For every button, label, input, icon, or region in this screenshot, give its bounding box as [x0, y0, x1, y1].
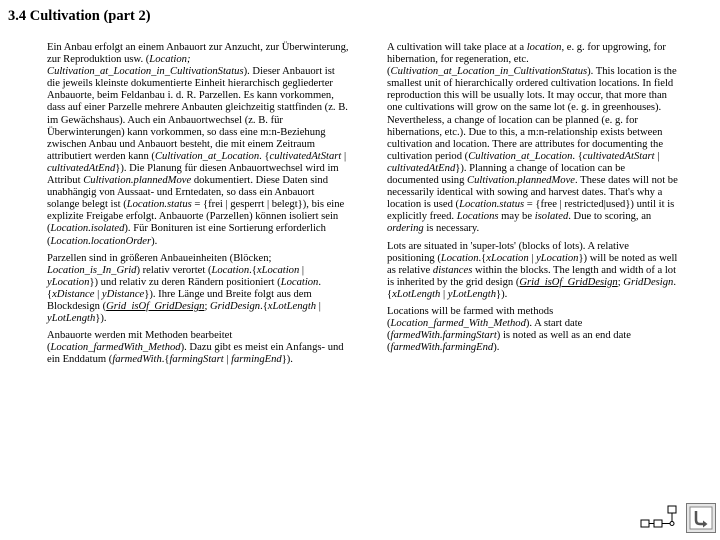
german-paragraph-2: Parzellen sind in größeren Anbaueinheiten (Blöcken; Location_is_In_Grid) relativ verortet (Location.{xLocation | yLocation}) und relativ zu deren Rändern positioniert (Location.{xDistance | yDistance}). Ihre Länge und Breite folgt aus dem Blockdesign (Grid_isOf_GridDesign; GridDesign.{xLotLength | yLotLength}). — [47, 252, 322, 325]
english-paragraph-1: A cultivation will take place at a location, e. g. for upgrowing, for hibernation, for regeneration, etc. (Cultivation_at_Location_in_CultivationStatus). This location is the smallest unit of hierarchically ordered cultivation locations. In field reproduction this will be usually lots. It may occur, that more than one cultivations will grow on the same lot (e. g. in greenhouses). Nevertheless, a change of location can be planned (e. g. for hibernations, etc.). Due to this, a m:n-relationship exists between cultivation and location. There are attributes for documenting the cultivation period (Cultivation_at_Location. {cultivatedAtStart | cultivatedAtEnd}). Planning a change of location can be documented using Cultivation.plannedMove. These dates will not be necessarily identical with sowing and harvest dates. That's why a location is used (Location.status = {free | restricted|used}) until it is explicitly freed. Locations may be isolated. Due to scoring, an ordering is necessary. — [387, 42, 678, 235]
english-text-column — [387, 42, 679, 359]
german-paragraph-1: Ein Anbau erfolgt an einem Anbauort zur Anzucht, zur Überwinterung, zur Reproduktion usw. (Location; Cultivation_at_Location_in_CultivationStatus). Dieser Anbauort ist die jeweils kleinste dokumentierte Einheit hierarchisch gegliederter Anbauorte, beim Feldanbau i. d. R. Parzellen. Es kann vorkommen, dass auf einer Parzelle mehrere Anbauten gleichzeitig stattfinden (z. B. im Gewächshaus). Auch ein Anbauortwechsel (z. B. für Überwinterungen) kann vorkommen, so dass eine m:n-Beziehung zwischen Anbau und Anbauort besteht, die mit einem Zeitraum attributiert werden kann (Cultivation_at_Location. {cultivatedAtStart | cultivatedAtEnd}). Die Planung für diesen Anbauortwechsel wird im Attribut Cultivation.plannedMove dokumentiert. Diese Daten sind unabhängig von Aussaat- und Erntedaten, so dass ein Anbauort solange belegt ist (Location.status = {frei | gesperrt | belegt}), bis eine explizite Freigabe erfolgt. Anbauorte (Parzellen) können isoliert sein (Location.isolated). Für Bonituren ist eine Sortierung erforderlich (Location.locationOrder). — [47, 42, 349, 247]
english-paragraph-2: Lots are situated in 'super-lots' (blocks of lots). A relative positioning (Location.{xLocation | yLocation}) will be noted as well as relative distances within the blocks. The length and width of a lot is inherited by the grid design (Grid_isOf_GridDesign; GridDesign.{xLotLength | yLotLength}). — [387, 240, 678, 300]
english-paragraph-3: Locations will be farmed with methods (Location_farmed_With_Method). A start date (farmedWith.farmingStart) is noted as well as an end date (farmedWith.farmingEnd). — [387, 305, 631, 354]
diagram-button[interactable] — [640, 503, 682, 533]
german-paragraph-3: Anbauorte werden mit Methoden bearbeitet (Location_farmedWith_Method). Dazu gibt es meist ein Anfangs- und ein Enddatum (farmedWith.{farmingStart | farmingEnd}). — [47, 330, 344, 366]
return-arrow-icon — [689, 506, 713, 530]
return-button[interactable] — [686, 503, 716, 533]
grid-design-link[interactable]: Grid_isOf_GridDesign — [519, 276, 618, 288]
german-text-column — [47, 42, 349, 371]
navigation-toolbar — [640, 503, 716, 533]
grid-design-link[interactable]: Grid_isOf_GridDesign — [106, 300, 205, 312]
diagram-icon — [640, 503, 682, 533]
page-title: 3.4 Cultivation (part 2) — [8, 8, 151, 24]
